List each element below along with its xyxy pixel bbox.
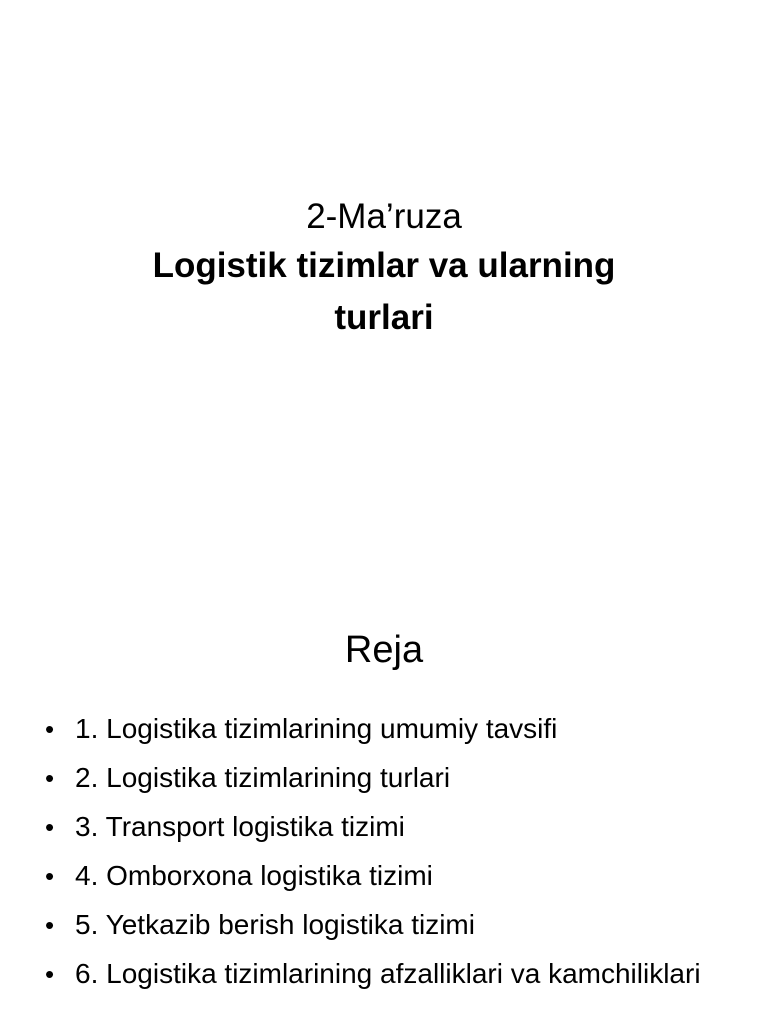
plan-item-1 (42, 713, 732, 745)
plan-item-2 (42, 762, 732, 794)
plan-item-label: 4. Omborxona logistika tizimi (75, 860, 433, 891)
title-block (0, 196, 768, 344)
bullet-icon: • (45, 763, 55, 793)
lecture-title: Logistik tizimlar va ularning turlari (152, 246, 616, 337)
bullet-icon: • (45, 861, 55, 891)
plan-item-3 (42, 811, 732, 843)
plan-item-6 (42, 958, 732, 990)
plan-item-4 (42, 860, 732, 892)
plan-item-label: 5. Yetkazib berish logistika tizimi (75, 909, 475, 940)
bullet-icon: • (45, 910, 55, 940)
plan-heading: Reja (344, 629, 424, 671)
plan-list (42, 713, 732, 1007)
plan-item-label: 3. Transport logistika tizimi (75, 811, 405, 842)
plan-item-5 (42, 909, 732, 941)
bullet-icon: • (45, 714, 55, 744)
plan-item-label: 2. Logistika tizimlarining turlari (75, 762, 451, 793)
plan-item-label: 1. Logistika tizimlarining umumiy tavsifi (75, 713, 558, 744)
lecture-number: 2-Ma’ruza (306, 197, 462, 236)
bullet-icon: • (45, 812, 55, 842)
plan-item-label: 6. Logistika tizimlarining afzalliklari va kamchiliklari (75, 958, 701, 989)
bullet-icon: • (45, 959, 55, 989)
